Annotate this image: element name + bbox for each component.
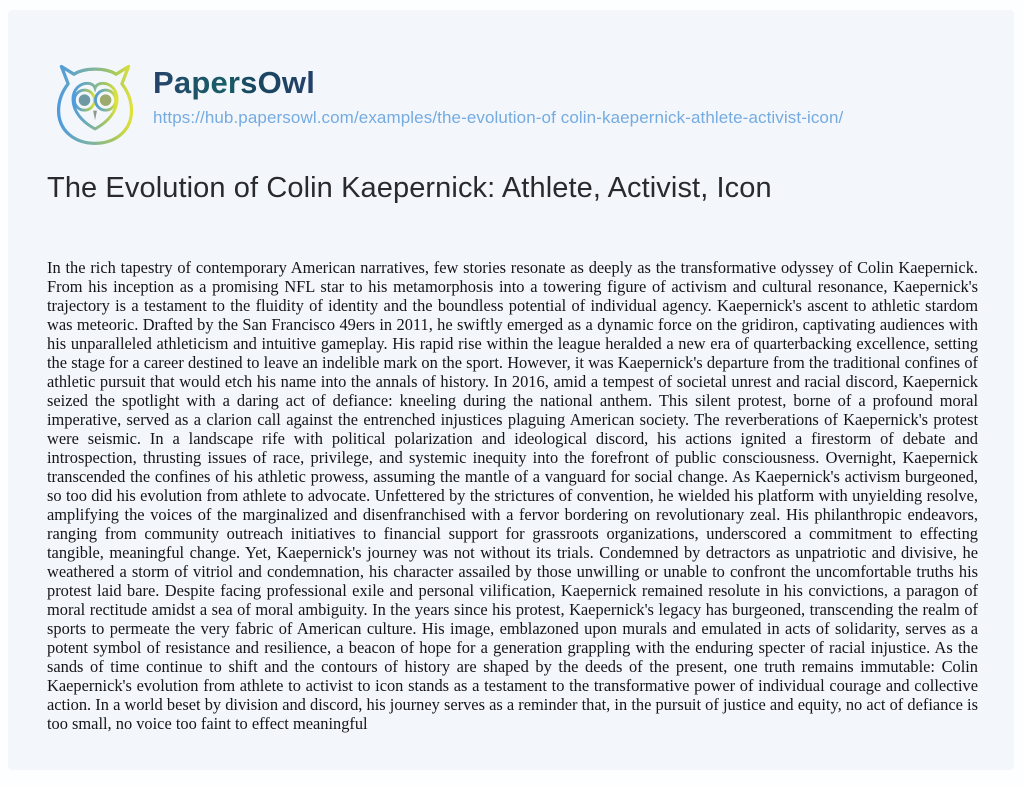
essay-body-text: In the rich tapestry of contemporary American narratives, few stories resonate as deeply as the transformative odyssey of Colin Kaepernick. From his inception as a promising NFL star to his metamorphosis into a towering figure of activism and cultural resonance, Kaepernick's trajectory is a testament to the fluidity of identity and the boundless potential of individual agency. Kaepernick's ascent to athletic stardom was meteoric. Drafted by the San Francisco 49ers in 2011, he swiftly emerged as a dynamic force on the gridiron, captivating audiences with his unparalleled athleticism and intuitive gameplay. His rapid rise within the league heralded a new era of quarterbacking excellence, setting the stage for a career destined to leave an indelible mark on the sport. However, it was Kaepernick's departure from the traditional confines of athletic pursuit that would etch his name into the annals of history. In 2016, amid a tempest of societal unrest and racial discord, Kaepernick seized the spotlight with a daring act of defiance: kneeling during the national anthem. This silent protest, borne of a profound moral imperative, served as a clarion call against the entrenched injustices plaguing American society. The reverberations of Kaepernick's protest were seismic. In a landscape rife with political polarization and ideological discord, his actions ignited a firestorm of debate and introspection, thrusting issues of race, privilege, and systemic inequity into the forefront of public consciousness. Overnight, Kaepernick transcended the confines of his athletic prowess, assuming the mantle of a vanguard for social change. As Kaepernick's activism burgeoned, so too did his evolution from athlete to advocate. Unfettered by the strictures of convention, he wielded his platform with unyielding resolve, amplifying the voices of the marginalized and disenfranchised with a fervor bordering on revolutionary zeal. His philanthropic endeavors, ranging from community outreach initiatives to financial support for grassroots organizations, underscored a commitment to effecting tangible, meaningful change. Yet, Kaepernick's journey was not without its trials. Condemned by detractors as unpatriotic and divisive, he weathered a storm of vitriol and condemnation, his character assailed by those unwilling or unable to confront the uncomfortable truths his protest laid bare. Despite facing professional exile and personal vilification, Kaepernick remained resolute in his convictions, a paragon of moral rectitude amidst a sea of moral ambiguity. In the years since his protest, Kaepernick's legacy has burgeoned, transcending the realm of sports to permeate the very fabric of American culture. His image, emblazoned upon murals and emulated in acts of solidarity, serves as a potent symbol of resistance and resilience, a beacon of hope for a generation grappling with the enduring specter of racial injustice. As the sands of time continue to shift and the contours of history are shaped by the deeds of the present, one truth remains immutable: Colin Kaepernick's evolution from athlete to activist to icon stands as a testament to the transformative power of individual courage and collective action. In a world beset by division and discord, his journey serves as a reminder that, in the pursuit of justice and equity, no act of defiance is too small, no voice too faint to effect meaningful — [47, 258, 978, 733]
brand-link[interactable] — [48, 54, 144, 152]
page-title: The Evolution of Colin Kaepernick: Athlete, Activist, Icon — [47, 172, 772, 204]
brand-name: PapersOwl — [153, 65, 316, 100]
source-url-link[interactable]: https://hub.papersowl.com/examples/the-evolution-of colin-kaepernick-athlete-activist-icon/ — [153, 108, 844, 127]
content-card — [8, 10, 1014, 770]
owl-logo-icon — [48, 54, 144, 152]
